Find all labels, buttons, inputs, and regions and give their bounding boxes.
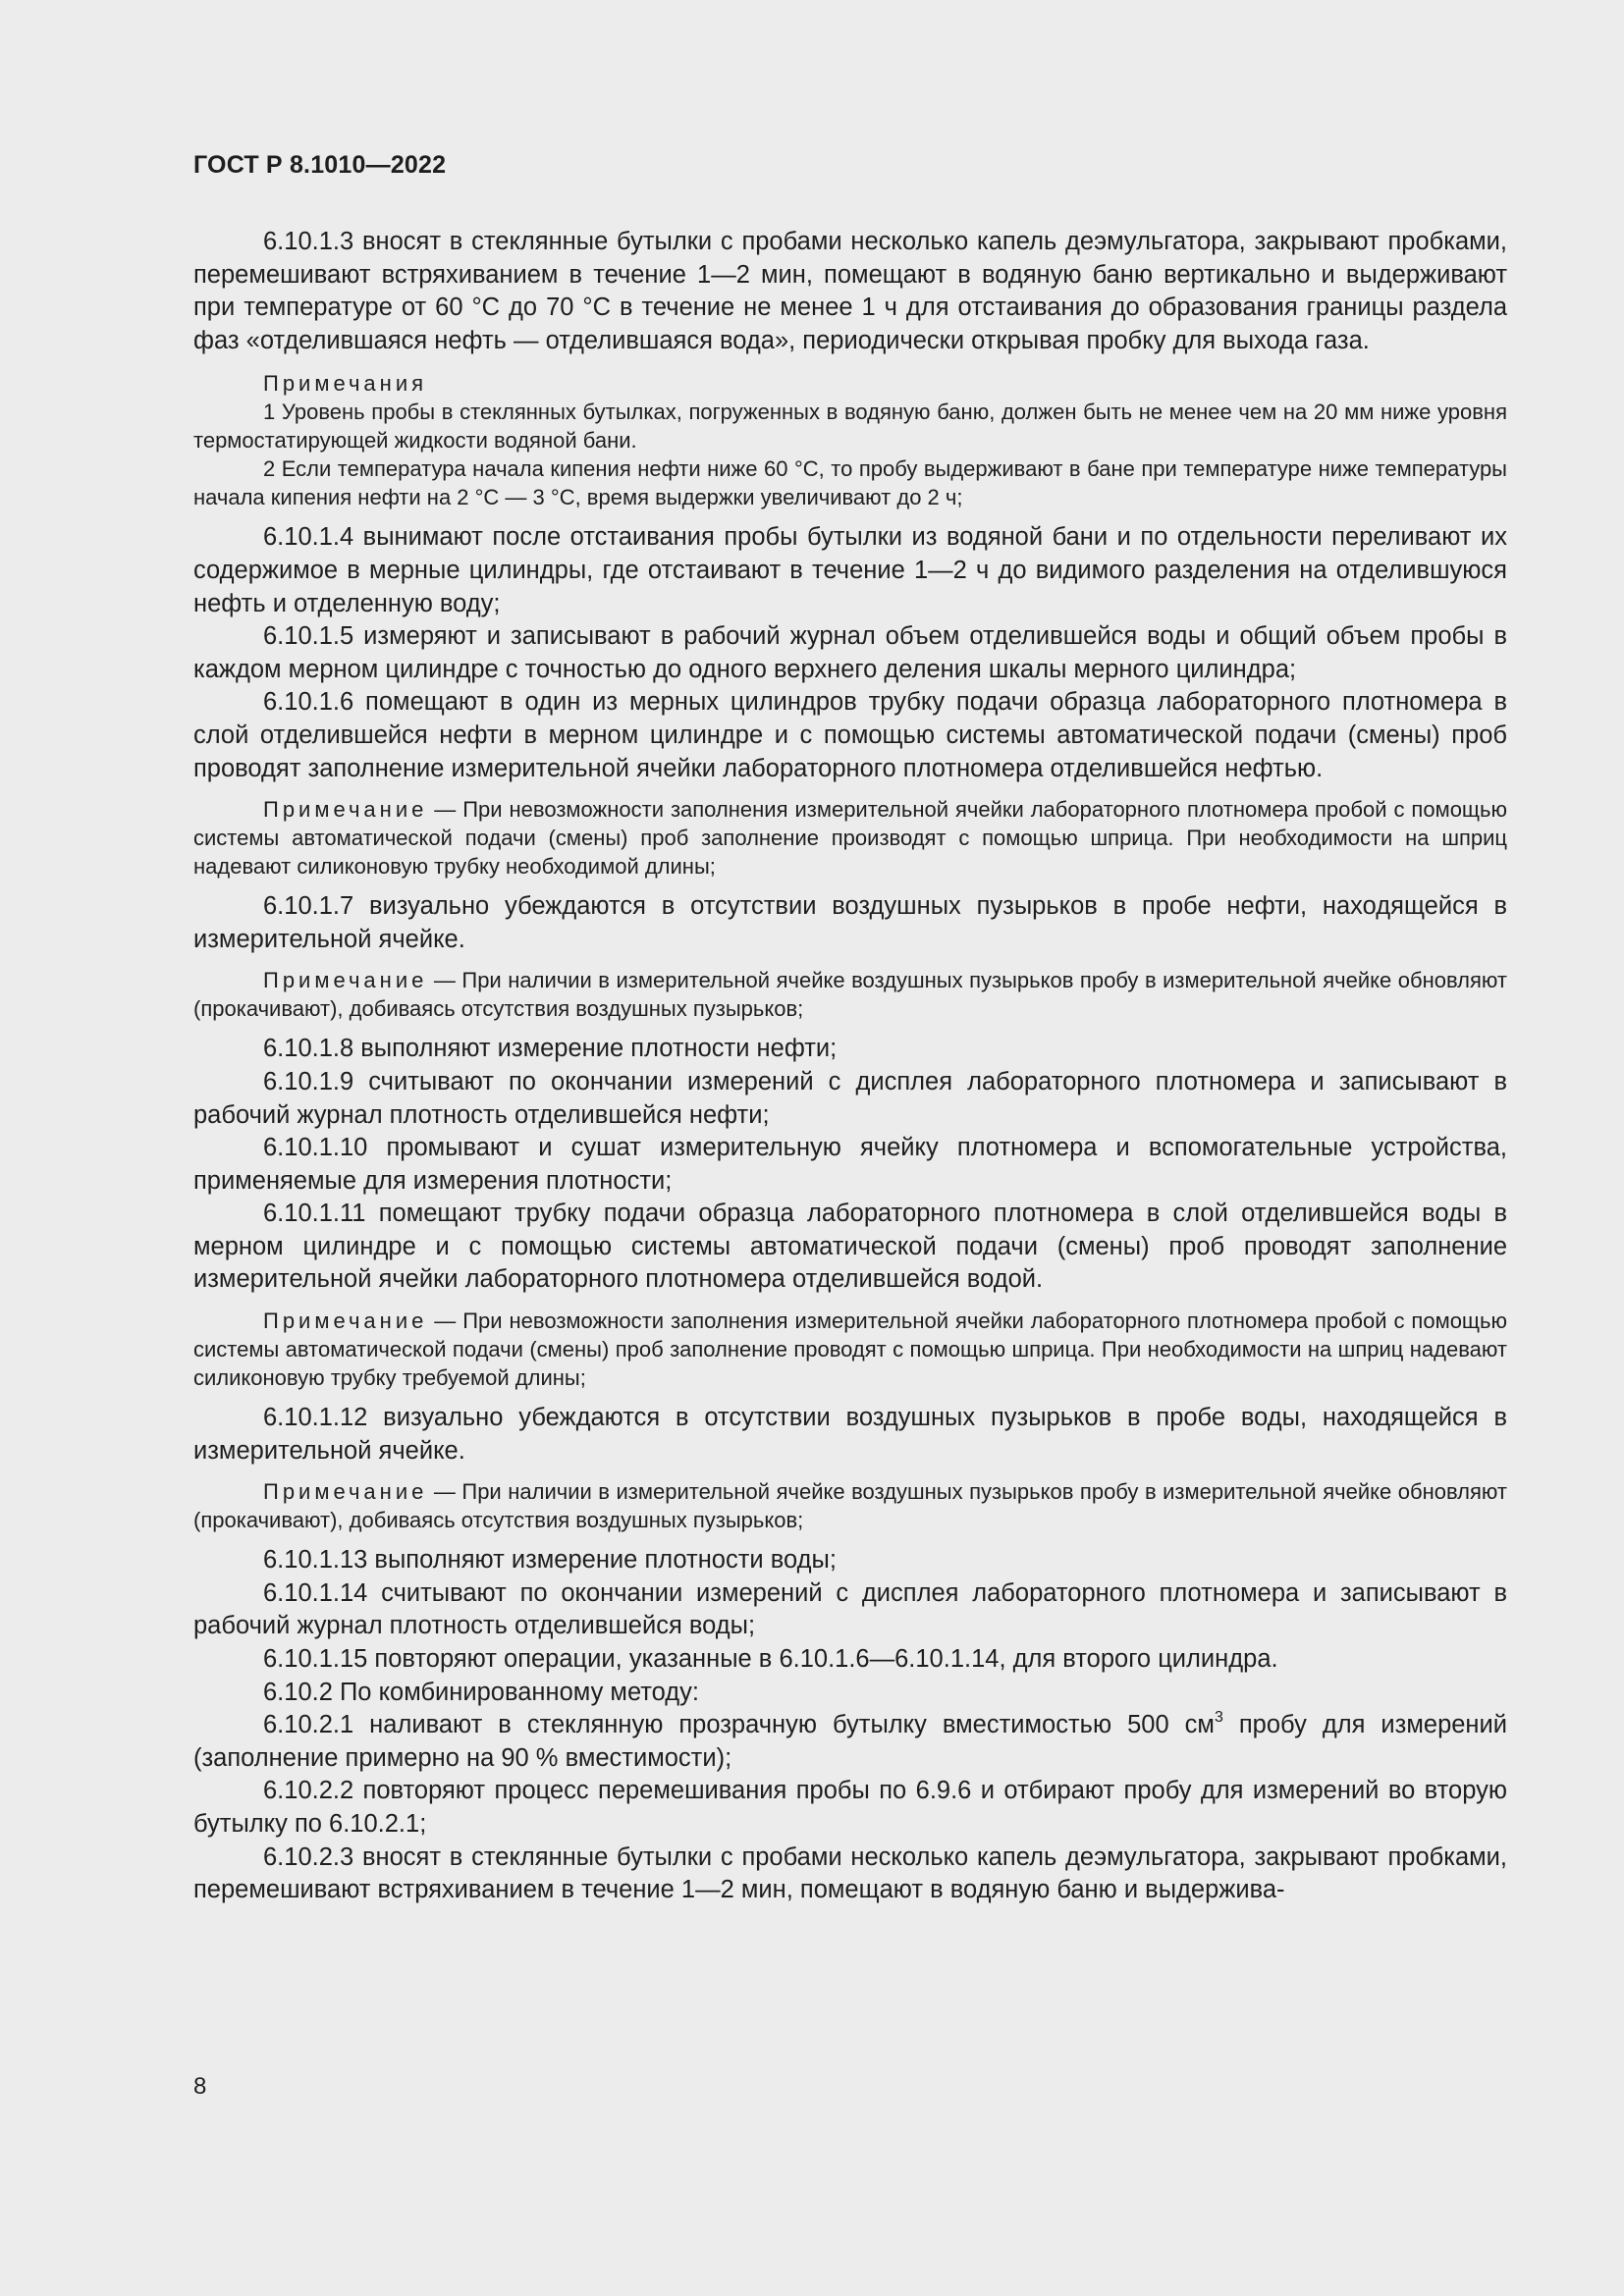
note-block-5 [193, 1477, 1507, 1534]
notes-heading: Примечания [263, 371, 428, 397]
clause-6-10-2-1-text-a: 6.10.2.1 наливают в стеклянную прозрачную бутылку вместимостью 500 см [263, 1711, 1215, 1739]
clause-6-10-1-4: 6.10.1.4 вынимают после отстаивания пробы бутылки из водяной бани и по отдельности переливают их содержимое в мерные цилиндры, где отстаивают в течение 1—2 ч до видимого разделения на отделившуюся нефть и отделенную воду; [193, 523, 1507, 617]
note-item-1: 1 Уровень пробы в стеклянных бутылках, погруженных в водяную баню, должен быть не менее чем на 20 мм ниже уровня термостатирующей жидкости водяной бани. [193, 400, 1507, 454]
note-2 [193, 795, 1507, 881]
note-block-4 [193, 1307, 1507, 1392]
clause-6-10-2-3: 6.10.2.3 вносят в стеклянные бутылки с пробами несколько капель деэмульгатора, закрывают пробками, перемешивают встряхиванием в течение 1—2 мин, помещают в водяную баню и выдержива- [193, 1842, 1507, 1904]
superscript-3: 3 [1214, 1708, 1223, 1726]
note-3-text: — При наличии в измерительной ячейке воздушных пузырьков пробу в измерительной ячейке обновляют (прокачивают), добиваясь отсутствия воздушных пузырьков; [193, 968, 1507, 1022]
clause-6-10-1-8: 6.10.1.8 выполняют измерение плотности нефти; [263, 1035, 838, 1063]
clause-6-10-1-9: 6.10.1.9 считывают по окончании измерений с дисплея лабораторного плотномера и записывают в рабочий журнал плотность отделившейся нефти; [193, 1067, 1507, 1129]
note-label: Примечание [263, 1479, 428, 1505]
clause-6-10-2-2: 6.10.2.2 повторяют процесс перемешивания пробы по 6.9.6 и отбирают пробу для измерений во вторую бутылку по 6.10.2.1; [193, 1777, 1507, 1838]
note-4-text: — При невозможности заполнения измерительной ячейки лабораторного плотномера пробой с помощью системы автоматической подачи (смены) проб заполнение проводят с помощью шприца. При необходимости на шприц надевают силиконовую трубку требуемой длины; [193, 1308, 1507, 1391]
clause-6-10-2: 6.10.2 По комбинированному методу: [263, 1678, 700, 1706]
clause-6-10-1-13: 6.10.1.13 выполняют измерение плотности воды; [263, 1546, 837, 1575]
note-label: Примечание [263, 1308, 428, 1334]
clause-6-10-2-1 [193, 1709, 1507, 1775]
clause-6-10-1-10: 6.10.1.10 промывают и сушат измерительную ячейку плотномера и вспомогательные устройства, применяемые для измерения плотности; [193, 1134, 1507, 1195]
clause-6-10-1-12: 6.10.1.12 визуально убеждаются в отсутствии воздушных пузырьков в пробе воды, находящейся в измерительной ячейке. [193, 1404, 1507, 1465]
clause-6-10-1-15: 6.10.1.15 повторяют операции, указанные в 6.10.1.6—6.10.1.14, для второго цилиндра. [263, 1645, 1278, 1674]
note-label: Примечание [263, 797, 428, 823]
note-label: Примечание [263, 968, 428, 993]
clause-6-10-1-6: 6.10.1.6 помещают в один из мерных цилиндров трубку подачи образца лабораторного плотномера в слой отделившейся нефти в мерном цилиндре и с помощью системы автоматической подачи (смены) проб проводят заполнение измерительной ячейки лабораторного плотномера отделившейся нефтью. [193, 688, 1507, 782]
clause-6-10-1-14: 6.10.1.14 считывают по окончании измерений с дисплея лабораторного плотномера и записывают в рабочий журнал плотность отделившейся воды; [193, 1578, 1507, 1640]
notes-block-1 [193, 369, 1507, 511]
note-5 [193, 1477, 1507, 1534]
clause-6-10-2-1-text-b: пробу для измерений (заполнение примерно на 90 % вместимости); [193, 1711, 1508, 1772]
note-block-2 [193, 795, 1507, 881]
page-number: 8 [193, 2073, 207, 2100]
note-item-2: 2 Если температура начала кипения нефти ниже 60 °C, то пробу выдерживают в бане при температуре ниже температуры начала кипения нефти на 2 °C — 3 °C, время выдержки увеличивают до 2 ч; [193, 456, 1507, 510]
clause-6-10-1-5: 6.10.1.5 измеряют и записывают в рабочий журнал объем отделившейся воды и общий объем пробы в каждом мерном цилиндре с точностью до одного верхнего деления шкалы мерного цилиндра; [193, 622, 1507, 683]
document-code-header: ГОСТ Р 8.1010—2022 [193, 151, 447, 179]
document-body [193, 226, 1507, 1907]
clause-6-10-1-11: 6.10.1.11 помещают трубку подачи образца лабораторного плотномера в слой отделившейся воды в мерном цилиндре и с помощью системы автоматической подачи (смены) проб проводят заполнение измерительной ячейки лабораторного плотномера отделившейся водой. [193, 1200, 1507, 1294]
note-3 [193, 966, 1507, 1023]
note-2-text: — При невозможности заполнения измерительной ячейки лабораторного плотномера пробой с помощью системы автоматической подачи (смены) проб заполнение производят с помощью шприца. При необходимости на шприц надевают силиконовую трубку необходимой длины; [193, 797, 1507, 880]
note-4 [193, 1307, 1507, 1392]
note-5-text: — При наличии в измерительной ячейке воздушных пузырьков пробу в измерительной ячейке обновляют (прокачивают), добиваясь отсутствия воздушных пузырьков; [193, 1479, 1507, 1533]
clause-6-10-1-7: 6.10.1.7 визуально убеждаются в отсутствии воздушных пузырьков в пробе нефти, находящейся в измерительной ячейке. [193, 892, 1507, 953]
note-block-3 [193, 966, 1507, 1023]
clause-6-10-1-3: 6.10.1.3 вносят в стеклянные бутылки с пробами несколько капель деэмульгатора, закрывают пробками, перемешивают встряхиванием в течение 1—2 мин, помещают в водяную баню вертикально и выдерживают при температуре от 60 °C до 70 °C в течение не менее 1 ч для отстаивания до образования границы раздела фаз «отделившаяся нефть — отделившаяся вода», периодически открывая пробку для выхода газа. [193, 228, 1507, 354]
